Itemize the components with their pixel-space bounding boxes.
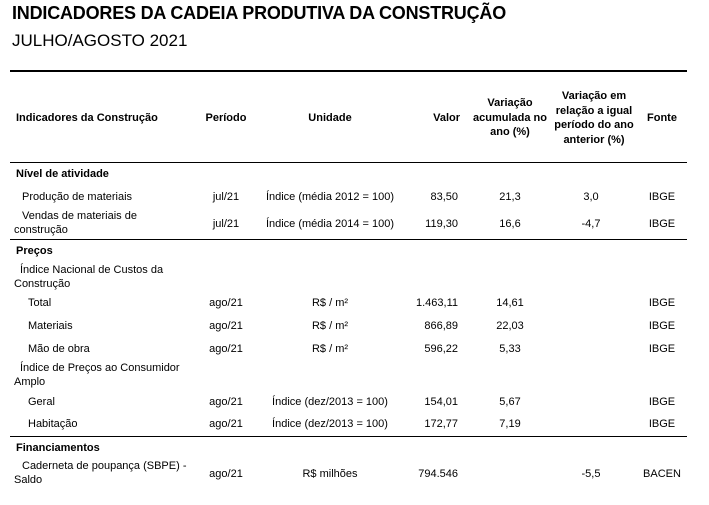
header-value: Valor	[433, 112, 460, 124]
row-var-prev: -5,5	[581, 468, 601, 480]
row-value: 1.463,11	[415, 297, 458, 309]
row-period: ago/21	[209, 468, 243, 480]
group-label-ipca: Índice de Preços ao Consumidor Amplo	[14, 362, 180, 388]
group-label-incc: Índice Nacional de Custos da Construção	[14, 264, 164, 290]
row-label: Mão de obra	[28, 343, 90, 355]
row-source: IBGE	[648, 320, 676, 332]
row-unit: Índice (média 2014 = 100)	[265, 218, 395, 230]
row-label: Total	[28, 297, 52, 309]
header-var-year: Variação acumulada no ano (%)	[473, 97, 547, 138]
row-unit: R$ / m²	[311, 320, 349, 332]
row-source: IBGE	[648, 218, 676, 230]
row-value: 119,30	[425, 218, 458, 230]
row-source: IBGE	[648, 191, 676, 203]
section-title-prices: Preços	[16, 245, 53, 257]
row-value: 866,89	[424, 320, 458, 332]
row-value: 596,22	[424, 343, 458, 355]
header-var-prev: Variação em relação a igual período do ano anterior (%)	[554, 90, 634, 146]
row-var-year: 22,03	[496, 320, 524, 332]
row-label: Materiais	[28, 320, 73, 332]
row-source: IBGE	[648, 297, 676, 309]
row-unit: Índice (dez/2013 = 100)	[272, 418, 388, 430]
row-source: BACEN	[643, 468, 681, 480]
row-label: Produção de materiais	[22, 191, 133, 203]
row-unit: R$ milhões	[302, 468, 358, 480]
row-value: 794.546	[418, 468, 458, 480]
row-var-year: 7,19	[499, 418, 521, 430]
row-unit: Índice (dez/2013 = 100)	[272, 396, 388, 408]
row-var-prev: 3,0	[583, 191, 599, 203]
row-period: ago/21	[209, 343, 243, 355]
row-period: ago/21	[209, 396, 243, 408]
row-var-year: 14,61	[496, 297, 524, 309]
row-var-prev: -4,7	[581, 218, 601, 230]
row-source: IBGE	[648, 343, 676, 355]
page-title: INDICADORES DA CADEIA PRODUTIVA DA CONSTRUÇÃO	[12, 3, 507, 23]
row-period: jul/21	[212, 218, 240, 230]
header-source: Fonte	[647, 112, 677, 124]
section-title-finance: Financiamentos	[16, 442, 100, 454]
header-indicator: Indicadores da Construção	[16, 112, 158, 124]
row-period: jul/21	[212, 191, 240, 203]
row-source: IBGE	[648, 418, 676, 430]
section-rule	[10, 436, 687, 437]
row-period: ago/21	[209, 297, 243, 309]
section-title-activity: Nível de atividade	[16, 168, 109, 180]
row-unit: R$ / m²	[311, 343, 349, 355]
row-label: Caderneta de poupança (SBPE) - Saldo	[14, 460, 187, 486]
row-value: 172,77	[424, 418, 458, 430]
row-unit: R$ / m²	[311, 297, 349, 309]
row-unit: Índice (média 2012 = 100)	[265, 191, 395, 203]
row-label: Habitação	[28, 418, 78, 430]
row-label: Vendas de materiais de construção	[14, 210, 137, 236]
row-value: 83,50	[430, 191, 458, 203]
row-var-year: 5,67	[499, 396, 521, 408]
row-value: 154,01	[424, 396, 458, 408]
header-unit: Unidade	[308, 112, 352, 124]
row-label: Geral	[28, 396, 55, 408]
row-var-year: 21,3	[499, 191, 521, 203]
header-rule	[10, 162, 687, 163]
table-top-rule	[10, 70, 687, 72]
row-source: IBGE	[648, 396, 676, 408]
row-var-year: 16,6	[499, 218, 521, 230]
row-period: ago/21	[209, 320, 243, 332]
section-rule	[10, 239, 687, 240]
row-var-year: 5,33	[499, 343, 521, 355]
header-period: Período	[205, 112, 247, 124]
page-subtitle: JULHO/AGOSTO 2021	[12, 31, 188, 50]
row-period: ago/21	[209, 418, 243, 430]
